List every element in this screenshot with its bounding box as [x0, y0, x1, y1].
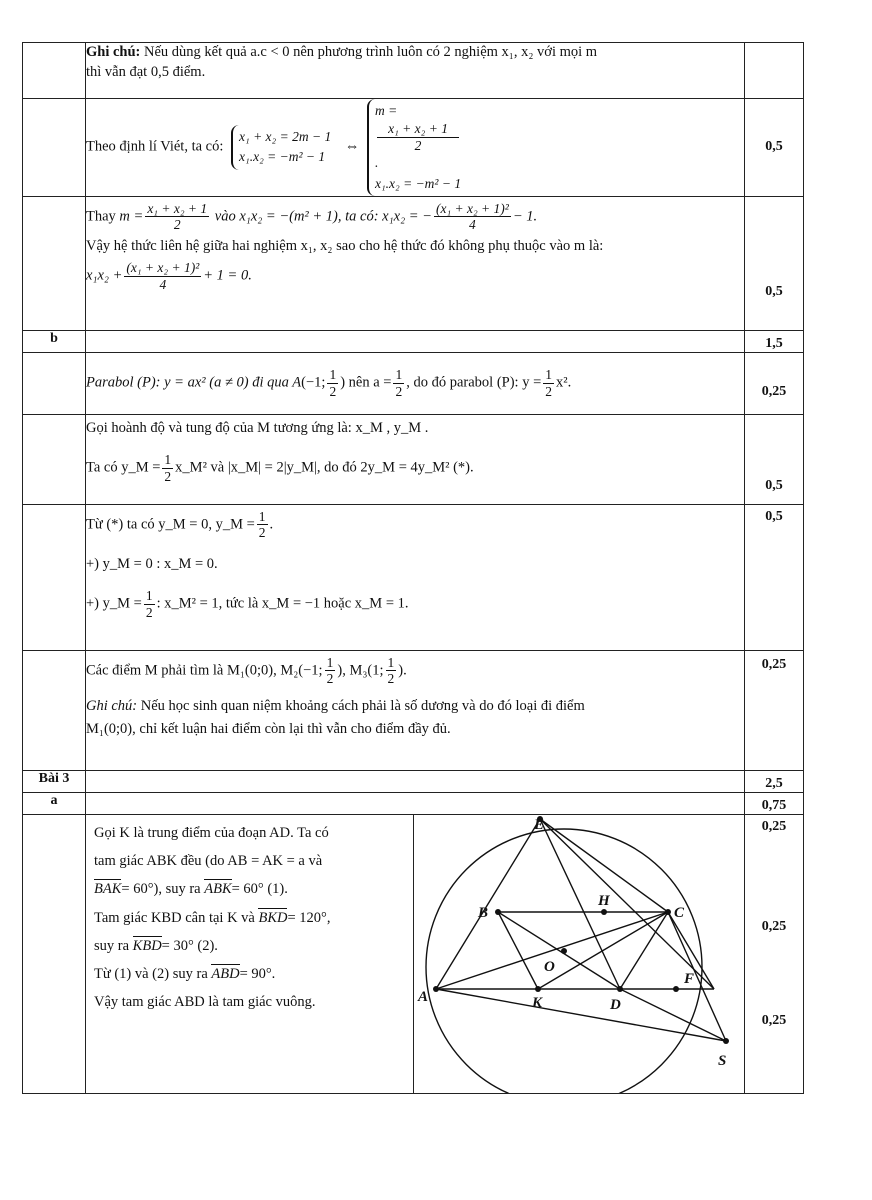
label-C: C [674, 904, 685, 921]
geometry-figure [414, 815, 744, 1093]
parabol-cell: Parabol (P): y = ax² (a ≠ 0) đi qua A(−1; $\frac{1}{2}$ ) nên a = $\frac{1}{2}$ , do đó parabol (P): y = $\frac{1}{2}$ x². [86, 352, 745, 414]
geometry-cell [86, 814, 745, 1093]
label-S: S [718, 1052, 727, 1069]
label-D: D [610, 996, 621, 1013]
score-cell: 0,5 [745, 414, 804, 504]
proof-text: Gọi K là trung điểm của đoạn AD. Ta có tam giác ABK đều (do AB = AK = a và BAK= 60°), suy ra ABK= 60° (1). Tam giác KBD cân tại K và BKD= 120°, suy ra KBD= 30° (2). Từ (1) và (2) suy ra ABD= 90°. Vậy tam giác ABD là tam giác vuông. [86, 815, 414, 1093]
label-H: H [598, 892, 610, 909]
label-A: A [418, 988, 429, 1005]
viet-cell [86, 99, 745, 197]
score-cell: 2,5 [745, 770, 804, 792]
label-E: E [534, 816, 545, 833]
score-cell: 0,5 [745, 504, 804, 650]
points-cell: Các điểm M phải tìm là M₁(0;0), M₂(−1; $\frac{1}{2}$ ), M₃(1; $\frac{1}{2}$ ). Ghi chú: Nếu học sinh quan niệm khoảng cách phải là số dương và do đó loại đi điểm M₁(0;0), chỉ kết luận hai điểm còn lại thì vẫn cho điểm đầy đủ. [86, 650, 745, 770]
part-label-b: b [23, 330, 86, 352]
part-cell [23, 43, 86, 99]
system-2: m = x₁ + x₂ + 1 2 . x₁.x₂ = −m² − 1 [367, 99, 467, 196]
label-B: B [478, 904, 489, 921]
relation-text: Vậy hệ thức liên hệ giữa hai nghiệm x₁, x₂ sao cho hệ thức đó không phụ thuộc vào m là: [86, 237, 604, 254]
note-cell [86, 43, 745, 99]
score-cell [745, 43, 804, 99]
part-cell [23, 196, 86, 330]
viet-lead: Theo định lí Viét, ta có: [86, 138, 224, 155]
circle-diagram [414, 815, 744, 1093]
substitute-cell: Thay m = $\frac{\text{x₁ + x₂ + 1}}{2}$ vào x₁x₂ = −(m² + 1), ta có: x₁x₂ = − $\frac{\text{(x₁ + x₂ + 1)²}}{4}$ − 1. Vậy hệ thức liên hệ giữa hai nghiệm x₁, x₂ sao cho hệ thức đó không phụ thuộc vào m là: x₁x₂ + $\frac{\text{(x₁ + x₂ + 1)²}}{4}$ + 1 = 0. [86, 196, 745, 330]
coordinates-cell: Gọi hoành độ và tung độ của M tương ứng là: x_M , y_M . Ta có y_M = $\frac{1}{2}$ x_M² và |x_M| = 2|y_M|, do đó 2y_M = 4y_M² (*). [86, 414, 745, 504]
system-1: x₁ + x₂ = 2m − 1 x₁.x₂ = −m² − 1 [231, 125, 337, 170]
score-cell: 0,75 [745, 792, 804, 814]
score-cell: 0,25 [745, 650, 804, 770]
score-cell: 0,25 0,25 0,25 [745, 814, 804, 1093]
score-cell: 0,25 [745, 352, 804, 414]
label-O: O [544, 958, 555, 975]
grading-table [22, 42, 804, 1094]
score-cell: 1,5 [745, 330, 804, 352]
iff-symbol: ⇔ [344, 138, 360, 155]
label-F: F [684, 970, 695, 987]
label-K: K [532, 994, 543, 1011]
score-cell: 0,5 [745, 99, 804, 197]
score-cell: 0,5 [745, 196, 804, 330]
note-text: Nếu dùng kết quả a.c < 0 nên phương trình luôn có 2 nghiệm x₁, x₂ với mọi m [144, 44, 598, 60]
part-cell [23, 99, 86, 197]
solve-cell: Từ (*) ta có y_M = 0, y_M = $\frac{1}{2}$ . +) y_M = 0 : x_M = 0. +) y_M = $\frac{1}{2}$ : x_M² = 1, tức là x_M = −1 hoặc x_M = 1. [86, 504, 745, 650]
problem-label: Bài 3 [23, 770, 86, 792]
note-label: Ghi chú: [86, 44, 141, 60]
note-text-2: thì vẫn đạt 0,5 điểm. [86, 63, 206, 80]
part-label-a: a [23, 792, 86, 814]
